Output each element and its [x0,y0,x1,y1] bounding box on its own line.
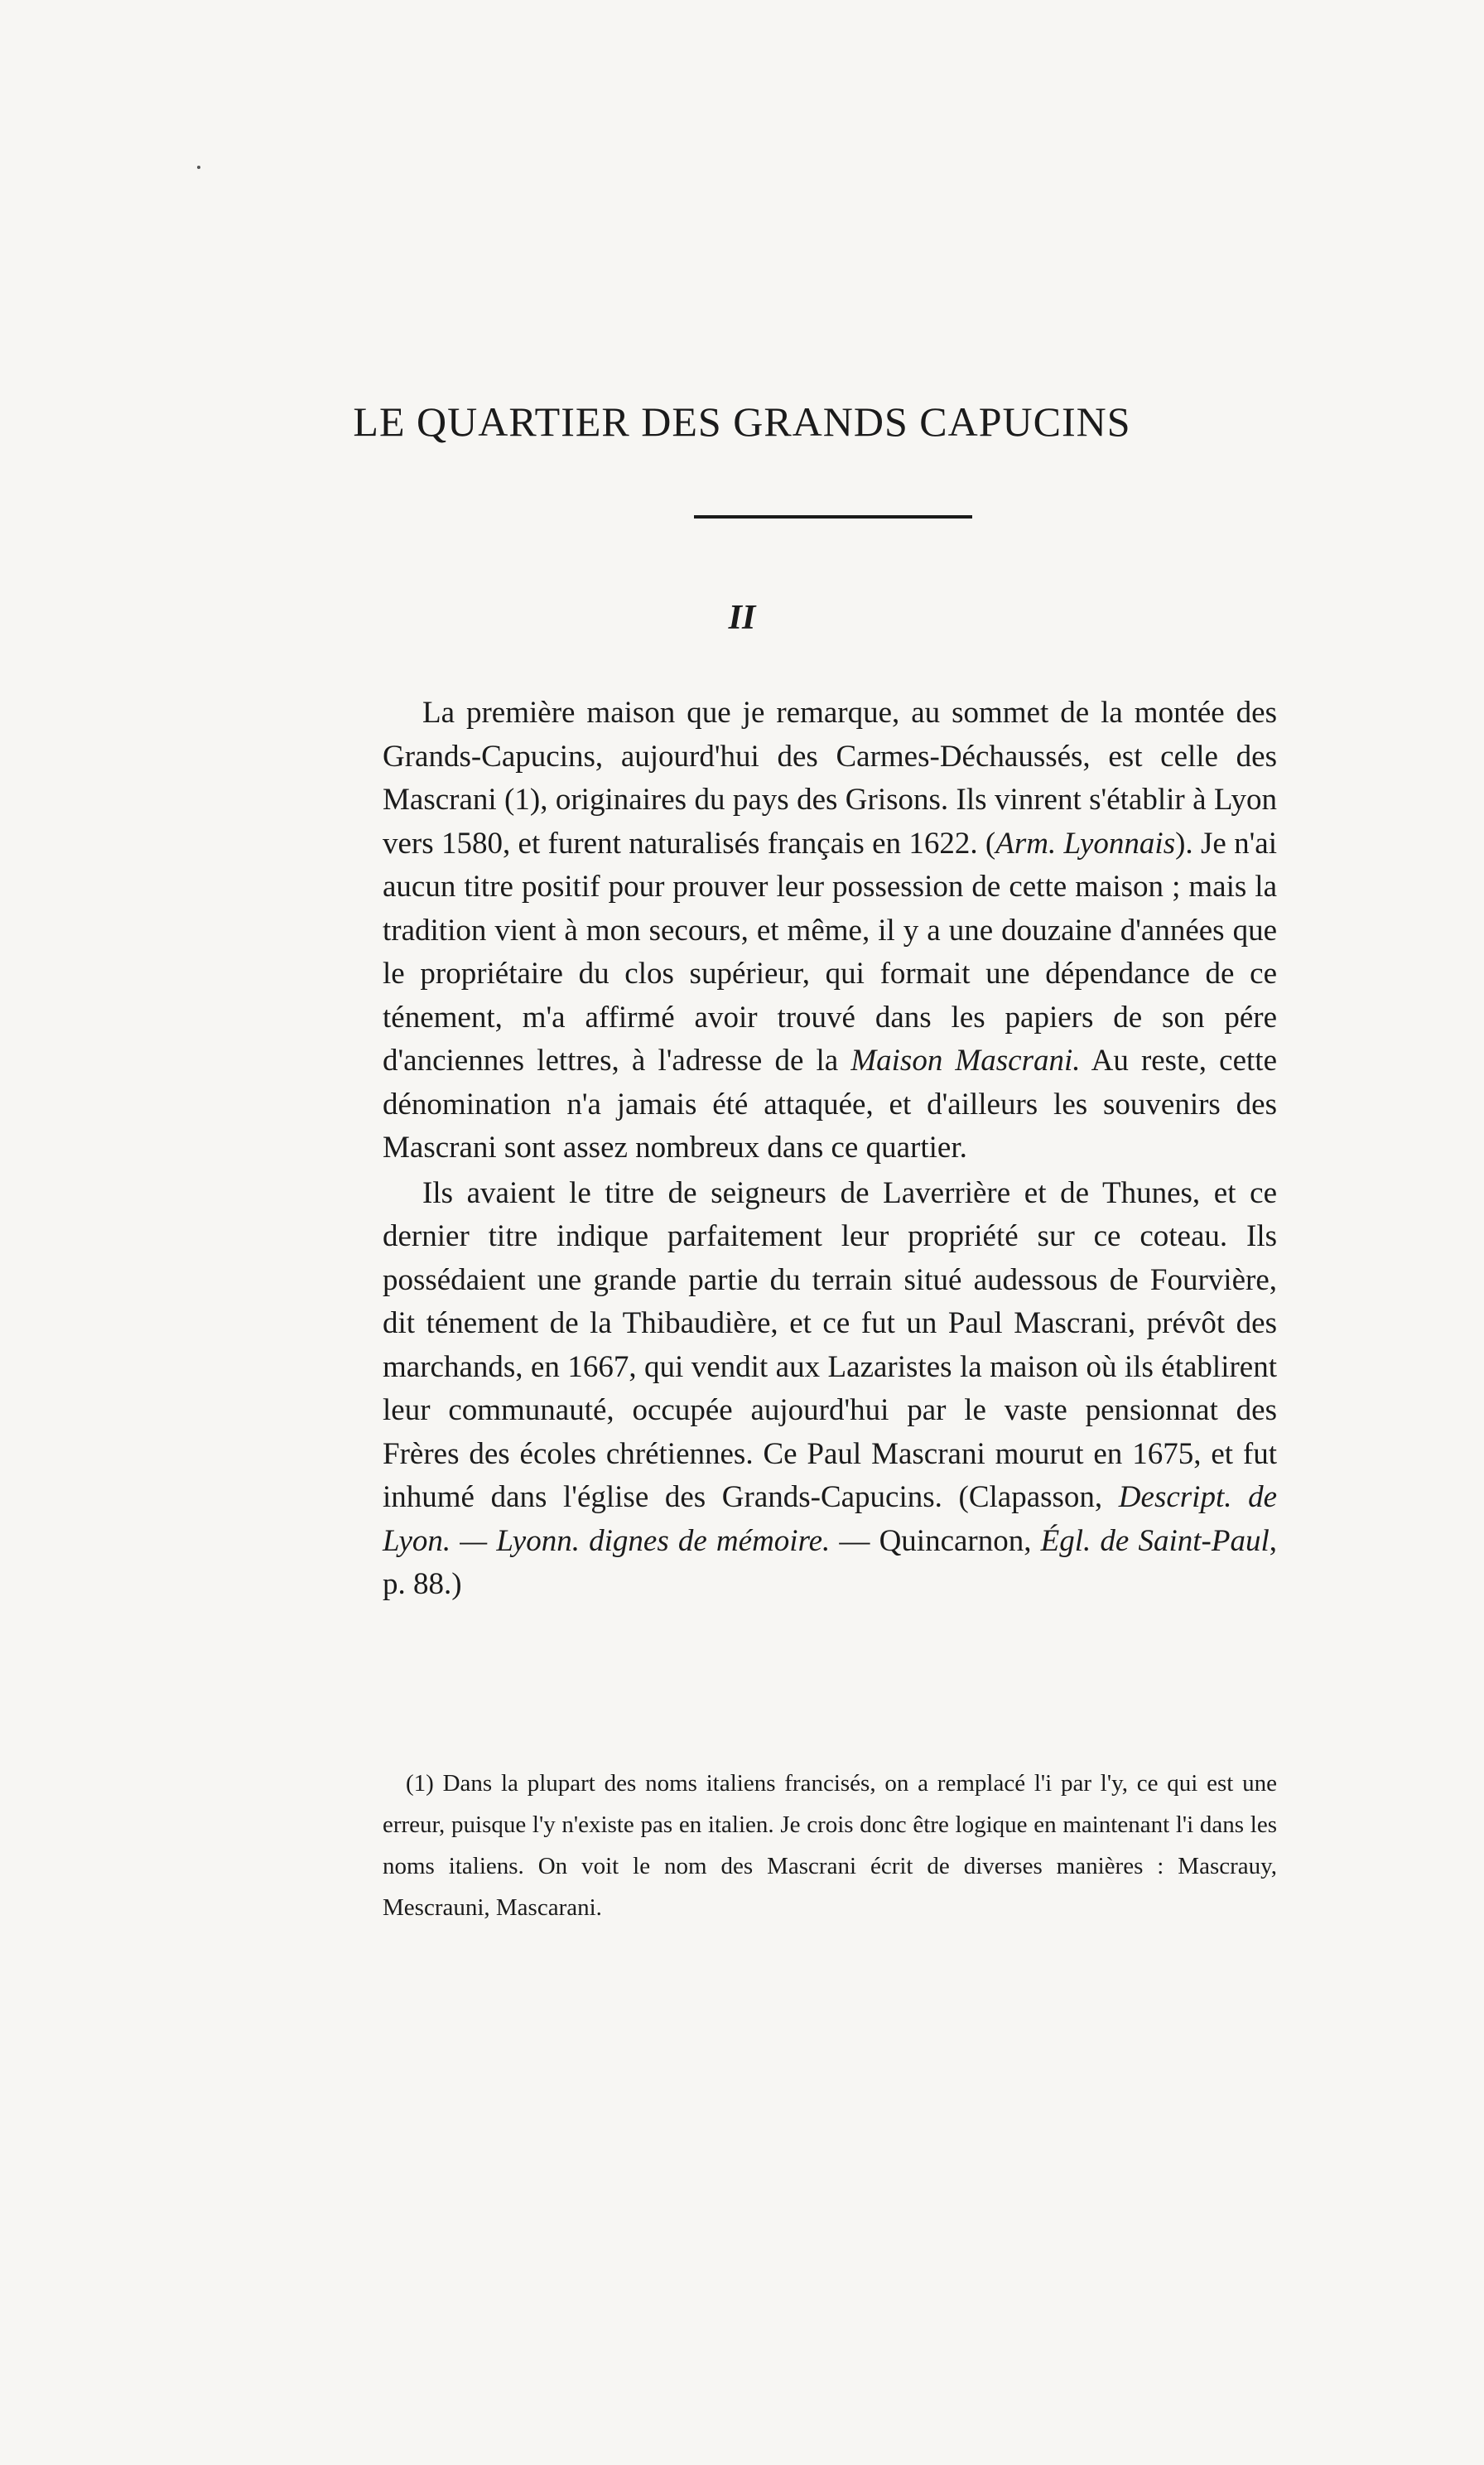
paragraph-2-text: , p. 88.) [383,1523,1277,1601]
paragraph-1-text: Au reste, cette dénomination n'a jamais été attaquée, et d'ailleurs les souvenirs des Mascrani sont assez nombreux dans ce quartier. [383,1044,1277,1165]
title-rule [694,515,972,519]
paragraph-1-text: La première maison que je remarque, au sommet de la montée des Grands-Capucins, aujourd'hui des Carmes-Déchaussés, est celle des Mascrani (1), originaires du pays des Grisons. Ils vinrent s'établir à Lyon vers 1580, et furent naturalisés français en 1622. ( [383,696,1277,861]
main-text [383,692,1277,1607]
ink-speck [197,166,200,169]
paragraph-1-text: ). Je n'ai aucun titre positif pour prouver leur possession de cette maison ; mais la tradition vient à mon secours, et même, il y a une douzaine d'années que le propriétaire du clos supérieur, qui formait une dépendance de ce ténement, m'a affirmé avoir trouvé dans les papiers de son pére d'anciennes lettres, à l'adresse de la [383,826,1277,1078]
paragraph-2-citation: Descript. de Lyon. — Lyonn. dignes de mémoire. [383,1480,1277,1558]
section-number: II [728,599,756,637]
paragraph-2-text: — Quincarnon, [830,1523,1041,1558]
paragraph-2-citation: Égl. de Saint-Paul [1040,1523,1270,1558]
paragraph-2 [383,1172,1277,1607]
paragraph-1-house-name: Maison Mascrani. [850,1044,1081,1078]
chapter-title: LE QUARTIER DES GRANDS CAPUCINS [353,398,1131,445]
footnote: (1) Dans la plupart des noms italiens francisés, on a remplacé l'i par l'y, ce qui est une erreur, puisque l'y n'existe pas en italien. Je crois donc être logique en maintenant l'i dans les noms italiens. On voit le nom des Mascrani écrit de diverses manières : Mascrauy, Mescrauni, Mascarani. [383,1770,1277,1921]
paragraph-1 [383,692,1277,1170]
paragraph-1-citation: Arm. Lyonnais [995,826,1176,861]
paragraph-2-text: Ils avaient le titre de seigneurs de Laverrière et de Thunes, et ce dernier titre indique parfaitement leur propriété sur ce coteau. Ils possédaient une grande partie du terrain situé audessous de Fourvière, dit ténement de la Thibaudière, et ce fut un Paul Mascrani, prévôt des marchands, en 1667, qui vendit aux Lazaristes la maison où ils établirent leur communauté, occupée aujourd'hui par le vaste pensionnat des Frères des écoles chrétiennes. Ce Paul Mascrani mourut en 1675, et fut inhumé dans l'église des Grands-Capucins. (Clapasson, [383,1175,1277,1514]
